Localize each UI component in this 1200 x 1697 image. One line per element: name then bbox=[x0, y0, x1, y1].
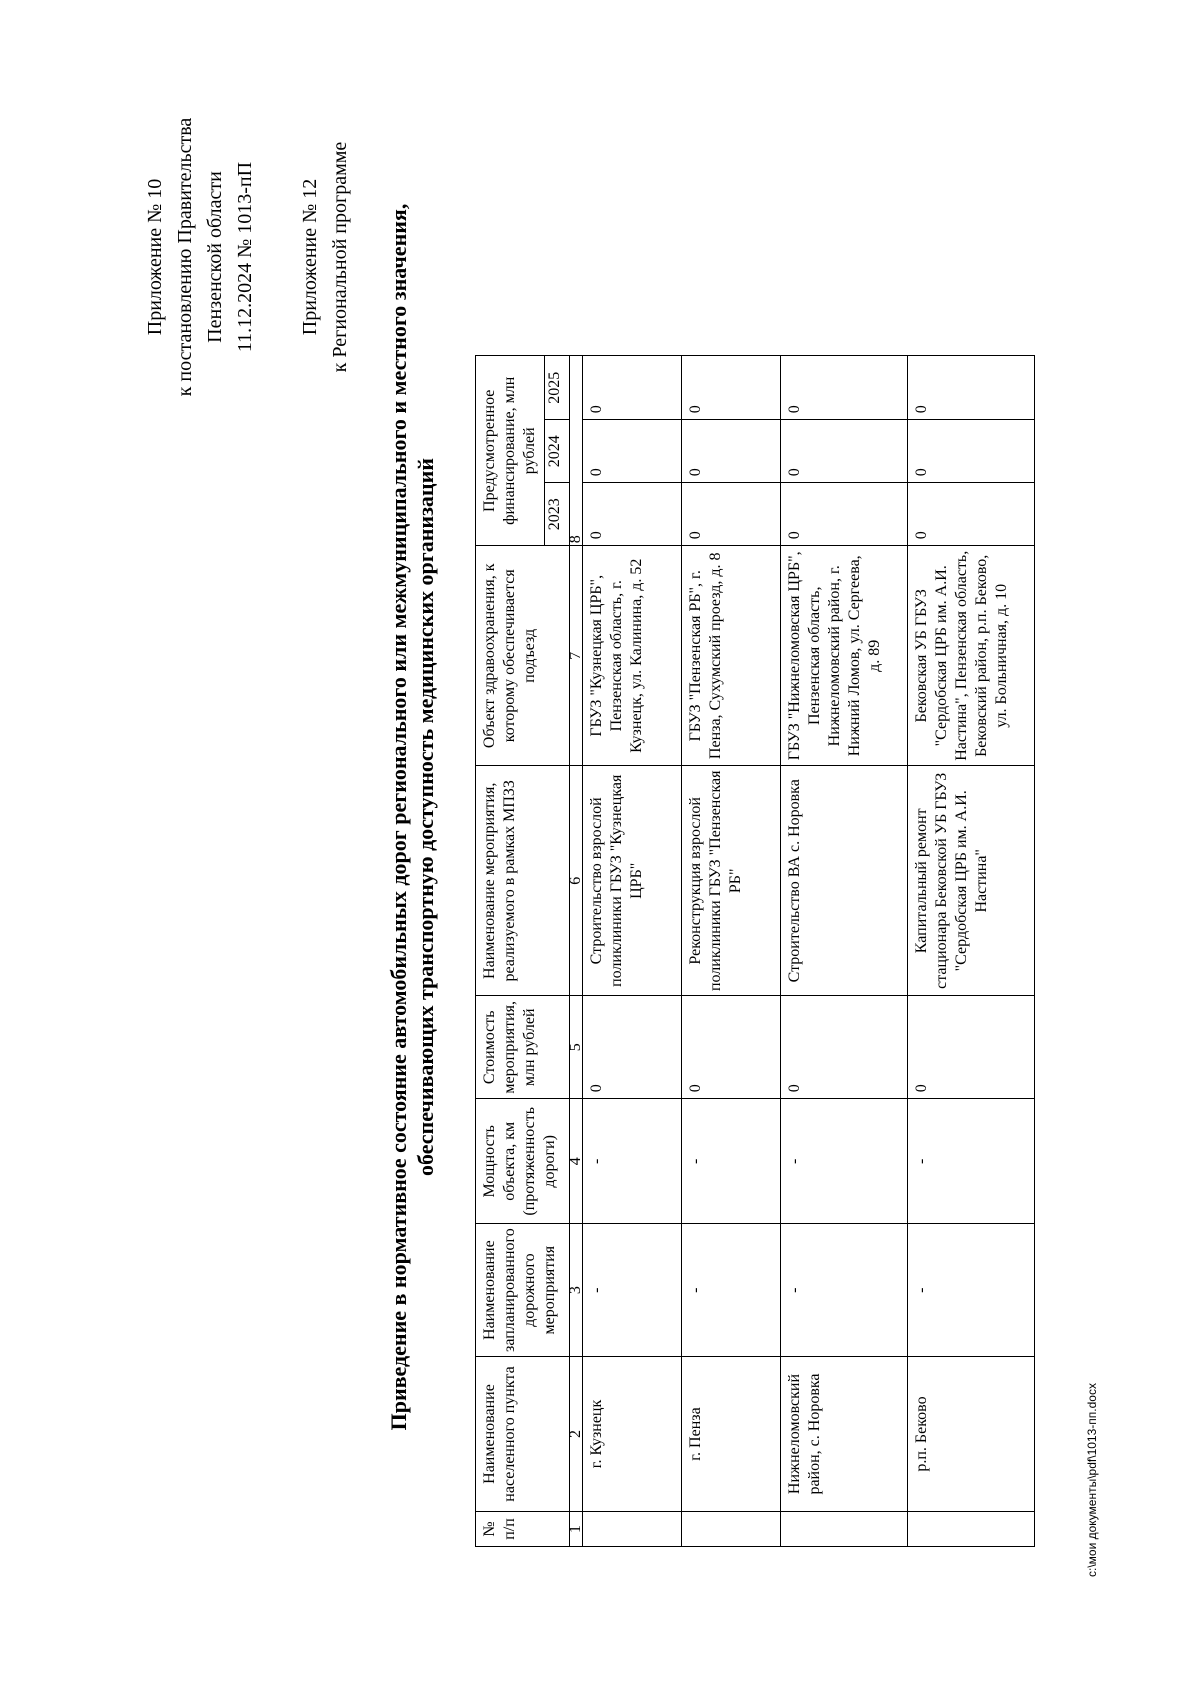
cost-cell: 0 bbox=[781, 996, 908, 1099]
row-number-cell bbox=[908, 1512, 1035, 1547]
table-header-row bbox=[476, 356, 545, 1547]
mpzz-event-cell: Капитальный ремонт стационара Бековской УБ ГБУЗ "Сердобская ЦРБ им. А.И. Настина" bbox=[908, 766, 1035, 996]
column-number: 3 bbox=[570, 1224, 583, 1357]
header-cell-road-event: Наименование запланированного дорожного мероприятия bbox=[476, 1224, 570, 1357]
facility-cell: Бековская УБ ГБУЗ "Сердобская ЦРБ им. А.И. Настина", Пензенская область, Бековский район, р.п. Беково, ул. Больничная, д. 10 bbox=[908, 546, 1035, 766]
appendix-line: Приложение № 12 bbox=[299, 178, 321, 336]
facility-cell: ГБУЗ "Нижнеломовская ЦРБ", Пензенская область, Нижнеломовский район, г. Нижний Ломов, ул. Сергеева, д. 89 bbox=[781, 546, 908, 766]
appendix-header bbox=[140, 57, 260, 457]
program-appendix-header bbox=[295, 57, 355, 457]
financing-2025-cell: 0 bbox=[583, 356, 682, 420]
table-number-row bbox=[570, 356, 583, 1547]
financing-2024-cell: 0 bbox=[781, 420, 908, 483]
document-title bbox=[385, 17, 439, 1617]
appendix-line: Приложение № 10 bbox=[144, 178, 166, 336]
appendix-line: Пензенской области bbox=[204, 171, 226, 343]
capacity-cell: - bbox=[682, 1099, 781, 1224]
header-cell-year: 2023 bbox=[545, 483, 570, 546]
road-event-cell: - bbox=[908, 1224, 1035, 1357]
header-cell-cost: Стоимость мероприятия, млн рублей bbox=[476, 996, 570, 1099]
table-row bbox=[583, 356, 682, 1547]
capacity-cell: - bbox=[583, 1099, 682, 1224]
column-number: 7 bbox=[570, 546, 583, 766]
settlement-cell: г. Пенза bbox=[682, 1357, 781, 1512]
financing-2024-cell: 0 bbox=[682, 420, 781, 483]
road-event-cell: - bbox=[682, 1224, 781, 1357]
facility-cell: ГБУЗ "Кузнецкая ЦРБ", Пензенская область, г. Кузнецк, ул. Калинина, д. 52 bbox=[583, 546, 682, 766]
financing-2024-cell: 0 bbox=[908, 420, 1035, 483]
header-cell-settlement: Наименование населенного пункта bbox=[476, 1357, 570, 1512]
header-cell-financing: Предусмотренное финансирование, млн рублей bbox=[476, 356, 545, 546]
cost-cell: 0 bbox=[583, 996, 682, 1099]
cost-cell: 0 bbox=[908, 996, 1035, 1099]
row-number-cell bbox=[781, 1512, 908, 1547]
mpzz-event-cell: Строительство взрослой поликлиники ГБУЗ "Кузнецкая ЦРБ" bbox=[583, 766, 682, 996]
header-cell-number: № п/п bbox=[476, 1512, 570, 1547]
settlement-cell: г. Кузнецк bbox=[583, 1357, 682, 1512]
header-cell-facility: Объект здравоохранения, к которому обеспечивается подъезд bbox=[476, 546, 570, 766]
financing-2023-cell: 0 bbox=[583, 483, 682, 546]
table-row bbox=[781, 356, 908, 1547]
roads-table bbox=[475, 355, 1035, 1547]
file-path-footer: c:\мои документы\pdf\1013-пп.docx bbox=[1085, 1383, 1099, 1577]
title-line: обеспечивающих транспортную доступность медицинских организаций bbox=[413, 458, 438, 1176]
header-cell-year: 2025 bbox=[545, 356, 570, 420]
row-number-cell bbox=[583, 1512, 682, 1547]
financing-2023-cell: 0 bbox=[908, 483, 1035, 546]
table-row bbox=[682, 356, 781, 1547]
cost-cell: 0 bbox=[682, 996, 781, 1099]
appendix-line: к Региональной программе bbox=[329, 141, 351, 373]
settlement-cell: р.п. Беково bbox=[908, 1357, 1035, 1512]
road-event-cell: - bbox=[781, 1224, 908, 1357]
financing-2023-cell: 0 bbox=[682, 483, 781, 546]
header-cell-year: 2024 bbox=[545, 420, 570, 483]
capacity-cell: - bbox=[908, 1099, 1035, 1224]
column-number: 5 bbox=[570, 996, 583, 1099]
column-number: 6 bbox=[570, 766, 583, 996]
column-number: 4 bbox=[570, 1099, 583, 1224]
settlement-cell: Нижнеломовский район, с. Норовка bbox=[781, 1357, 908, 1512]
column-number: 1 bbox=[570, 1512, 583, 1547]
mpzz-event-cell: Строительство ВА с. Норовка bbox=[781, 766, 908, 996]
column-number: 8 bbox=[570, 356, 583, 546]
table-row bbox=[908, 356, 1035, 1547]
facility-cell: ГБУЗ "Пензенская РБ", г. Пенза, Сухумский проезд, д. 8 bbox=[682, 546, 781, 766]
financing-2025-cell: 0 bbox=[908, 356, 1035, 420]
row-number-cell bbox=[682, 1512, 781, 1547]
financing-2024-cell: 0 bbox=[583, 420, 682, 483]
mpzz-event-cell: Реконструкция взрослой поликлиники ГБУЗ "Пензенская РБ" bbox=[682, 766, 781, 996]
capacity-cell: - bbox=[781, 1099, 908, 1224]
header-cell-capacity: Мощность объекта, км (протяженность дороги) bbox=[476, 1099, 570, 1224]
appendix-line: к постановлению Правительства bbox=[174, 117, 196, 397]
appendix-line: 11.12.2024 № 1013-пП bbox=[234, 161, 256, 353]
financing-2023-cell: 0 bbox=[781, 483, 908, 546]
financing-2025-cell: 0 bbox=[682, 356, 781, 420]
header-cell-mpzz-event: Наименование мероприятия, реализуемого в рамках МПЗЗ bbox=[476, 766, 570, 996]
road-event-cell: - bbox=[583, 1224, 682, 1357]
financing-2025-cell: 0 bbox=[781, 356, 908, 420]
title-line: Приведение в нормативное состояние автомобильных дорог регионального или межмуниципального и местного значения, bbox=[386, 203, 411, 1431]
column-number: 2 bbox=[570, 1357, 583, 1512]
